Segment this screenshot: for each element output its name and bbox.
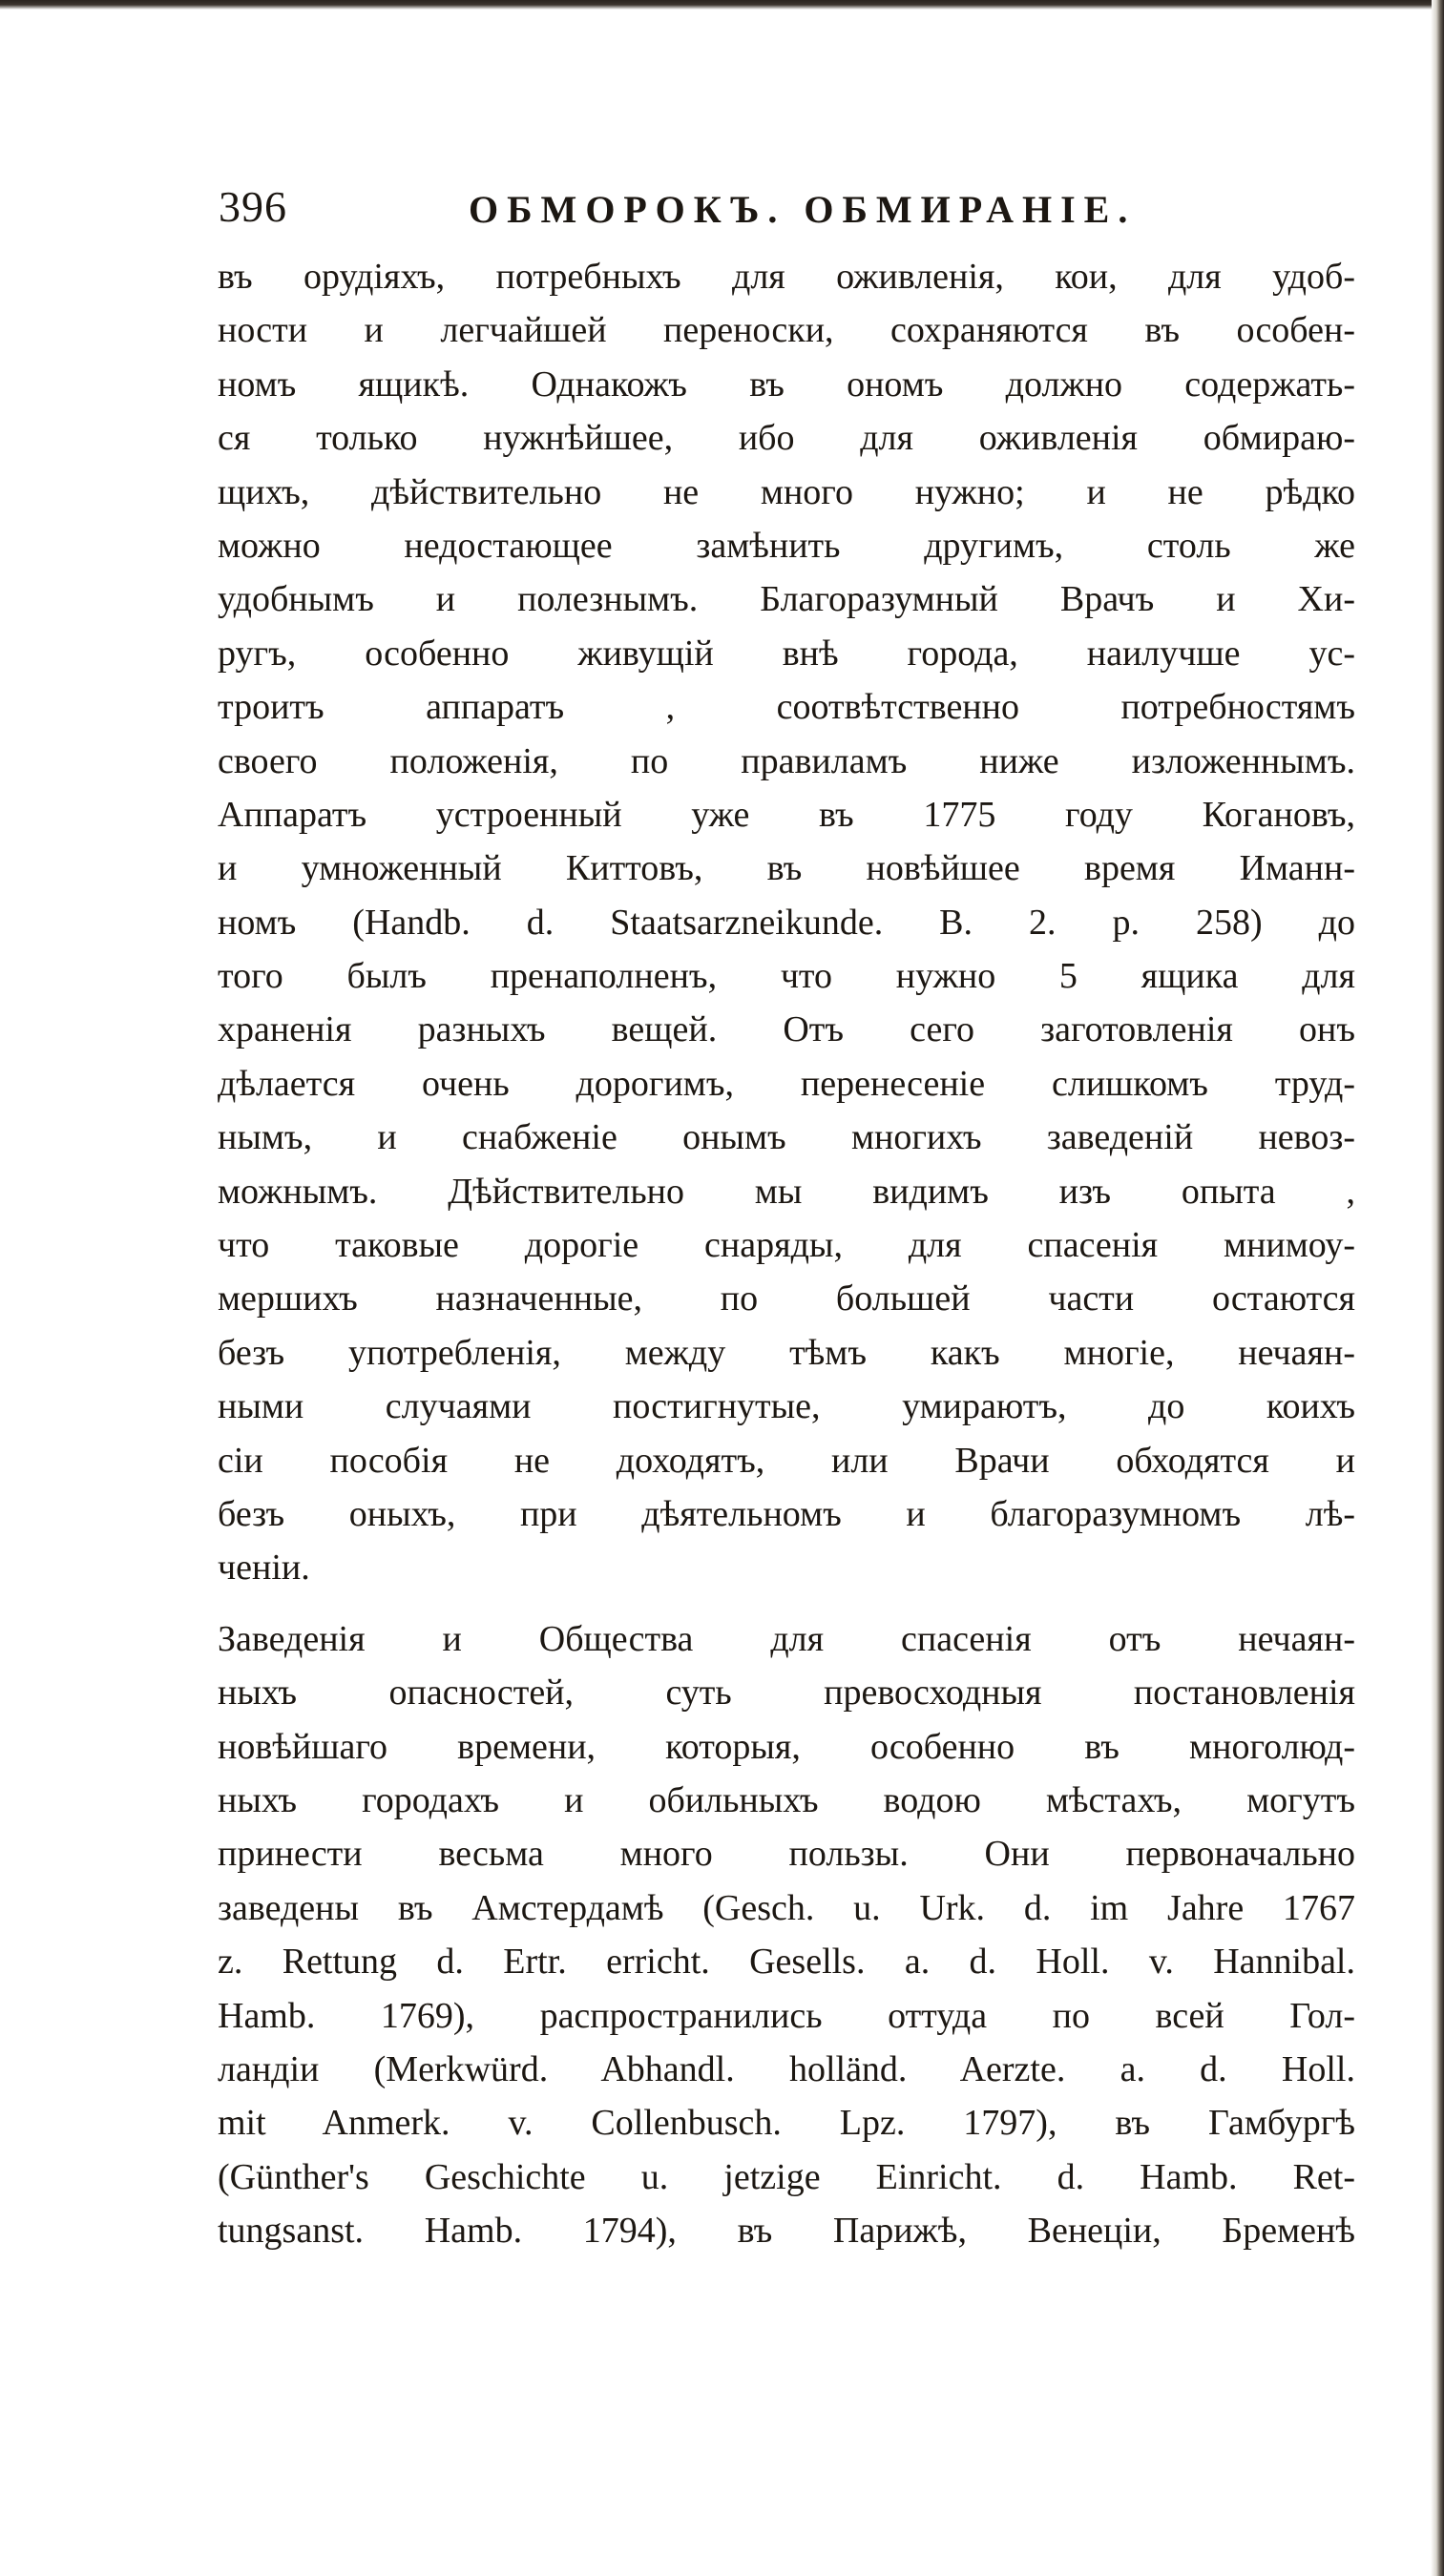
text-line: безъ оныхъ, при дѣятельномъ и благоразумномъ лѣ- [218,1493,1355,1534]
text-line: сiи пособiя не доходятъ, или Врачи обходятся и [218,1440,1355,1481]
text-line: ченiи. [218,1548,310,1589]
page-header [219,177,1144,231]
text-line: Hamb. 1769), распространились оттуда по всей Гол- [218,1995,1355,2036]
text-line: ландiи (Merkwürd. Abhandl. holländ. Aerzte. a. d. Holl. [218,2048,1355,2089]
text-line: нымъ, и снабженiе онымъ многихъ заведенiй невоз- [218,1117,1355,1158]
text-line: ныхъ городахъ и обильныхъ водою мѣстахъ, могутъ [218,1779,1355,1820]
text-line: новѣйшаго времени, которыя, особенно въ многолюд- [218,1726,1355,1767]
text-line: tungsanst. Hamb. 1794), въ Парижѣ, Венецiи, Бременѣ [218,2211,1355,2252]
paragraph-gap [218,1595,1355,1612]
page-number: 396 [219,182,287,231]
text-line: ныхъ опасностей, суть превосходныя постановленiя [218,1672,1355,1714]
text-line: что таковые дорогiе снаряды, для спасенiя мнимоу- [218,1225,1355,1266]
text-line: Аппаратъ устроенный уже въ 1775 году Когановъ, [218,794,1355,835]
text-line: и умноженный Киттовъ, въ новѣйшее время Иманн- [218,848,1355,889]
text-line: въ орудiяхъ, потребныхъ для оживленiя, кои, для удоб- [218,257,1355,297]
page-right-edge [1431,0,1444,2576]
text-line: заведены въ Амстердамѣ (Gesch. u. Urk. d. im Jahre 1767 [218,1887,1355,1928]
text-line: мершихъ назначенные, по большей части остаются [218,1278,1355,1319]
text-line: того былъ пренаполненъ, что нужно 5 ящика для [218,956,1355,997]
text-line: храненiя разныхъ вещей. Отъ сего заготовленiя онъ [218,1009,1355,1050]
text-line: номъ ящикѣ. Однакожъ въ ономъ должно содержать- [218,364,1355,405]
text-line: z. Rettung d. Ertr. erricht. Gesells. a. d. Holl. v. Hannibal. [218,1942,1355,1983]
text-line: принести весьма много пользы. Они первоначально [218,1834,1355,1875]
text-line: ругъ, особенно живущiй внѣ города, наилучше ус- [218,633,1355,674]
text-line: mit Anmerk. v. Collenbusch. Lpz. 1797), въ Гамбургѣ [218,2103,1355,2144]
text-line: Заведенiя и Общества для спасенiя отъ нечаян- [218,1618,1355,1659]
text-line: ности и легчайшей переноски, сохраняются въ особен- [218,310,1355,351]
text-line: (Günther's Geschichte u. jetzige Einricht. d. Hamb. Ret- [218,2156,1355,2197]
text-line: ными случаями постигнутые, умираютъ, до коихъ [218,1386,1355,1427]
body-text [218,250,1355,2257]
text-line: дѣлается очень дорогимъ, перенесенiе слишкомъ труд- [218,1063,1355,1104]
text-line: безъ употребленiя, между тѣмъ какъ многiе, нечаян- [218,1332,1355,1373]
text-line: своего положенiя, по правиламъ ниже изложеннымъ. [218,740,1355,781]
text-line: можнымъ. Дѣйствительно мы видимъ изъ опыта , [218,1171,1355,1212]
page-top-edge [0,0,1432,10]
text-line: номъ (Handb. d. Staatsarzneikunde. B. 2. p. 258) до [218,902,1355,943]
text-line: троитъ аппаратъ , соотвѣтственно потребностямъ [218,687,1355,728]
text-line: ся только нужнѣйшее, ибо для оживленiя обмираю- [218,418,1355,459]
text-line: удобнымъ и полезнымъ. Благоразумный Врачъ и Хи- [218,579,1355,620]
text-line: щихъ, дѣйствительно не много нужно; и не рѣдко [218,471,1355,512]
running-title: ОБМОРОКЪ. ОБМИРАНIЕ. [469,188,1137,231]
text-line: можно недостающее замѣнить другимъ, столь же [218,525,1355,566]
